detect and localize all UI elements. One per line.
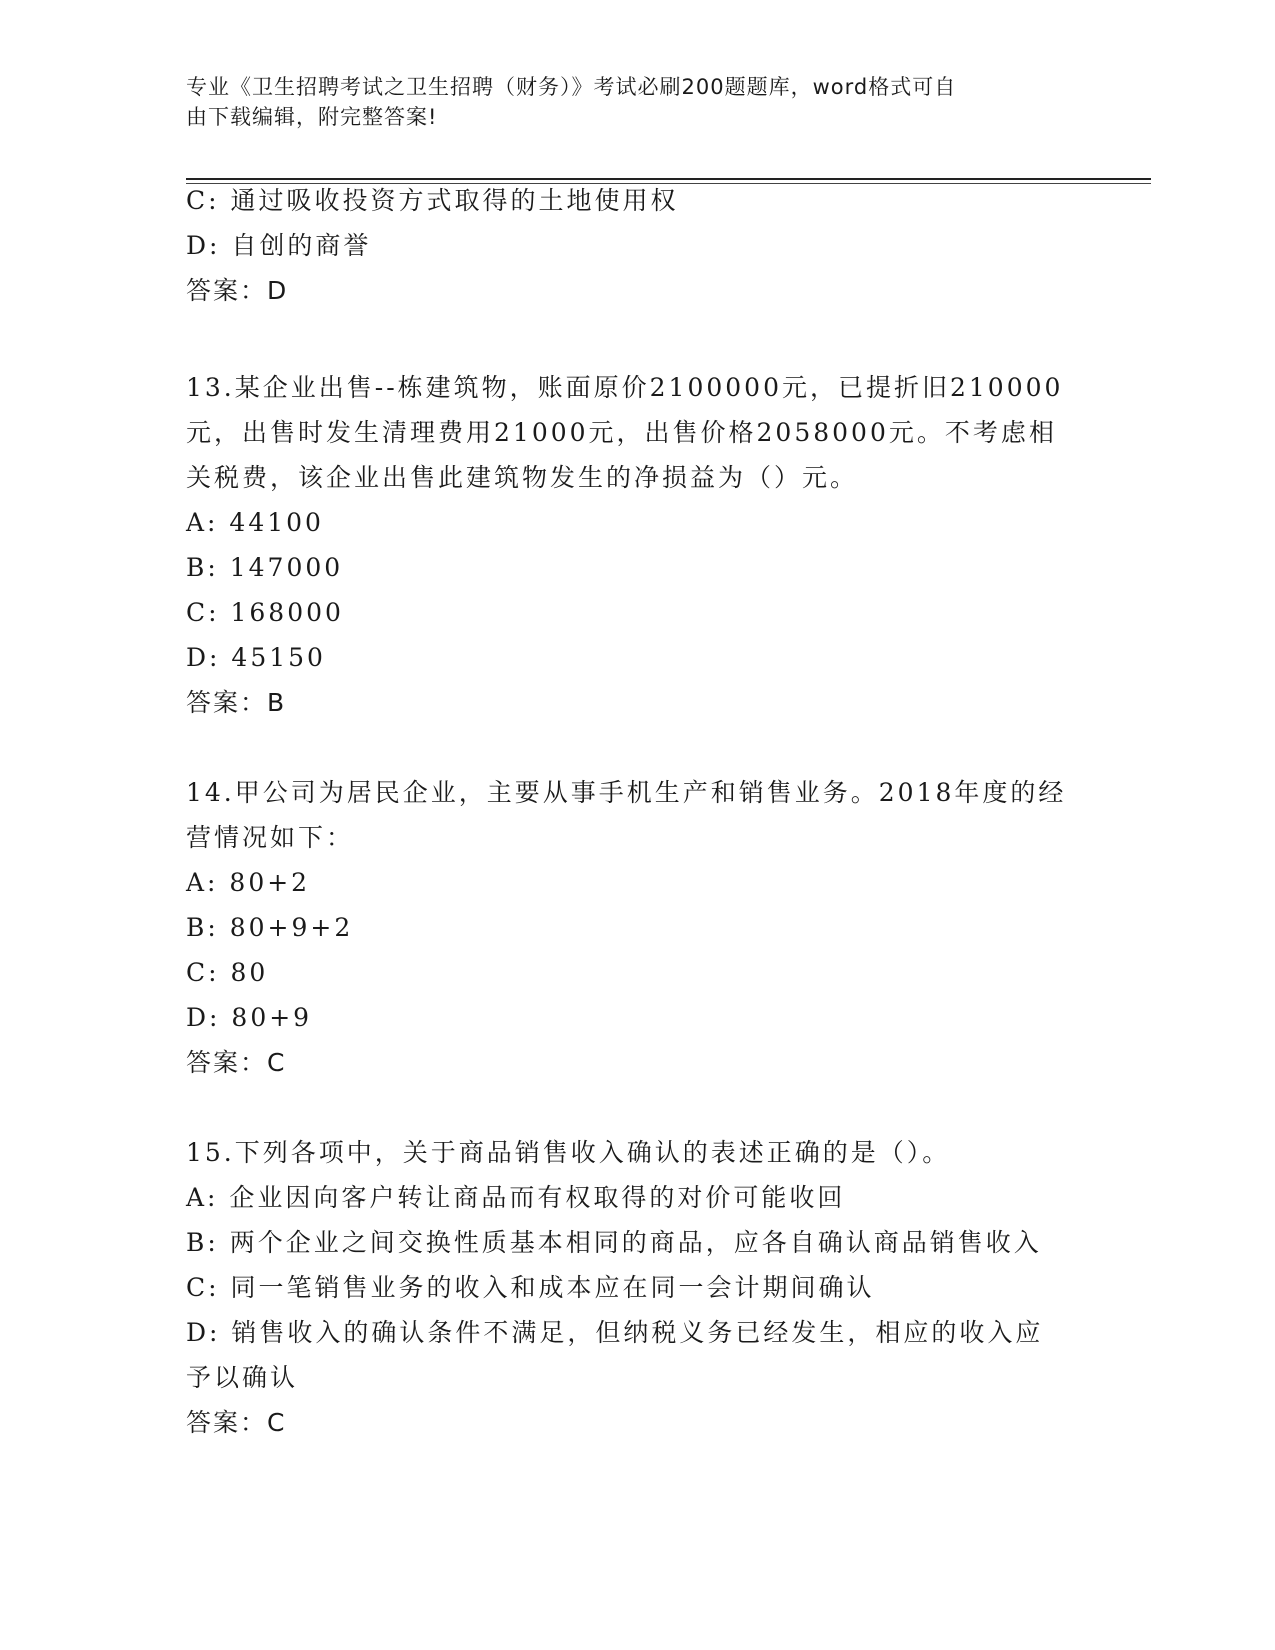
option-c: C: 168000 bbox=[186, 598, 344, 627]
header-line-1: 专业《卫生招聘考试之卫生招聘（财务）》考试必刷200题题库，word格式可自 bbox=[186, 75, 957, 99]
header-rule-thin bbox=[186, 183, 1151, 184]
question-stem-line: 14.甲公司为居民企业，主要从事手机生产和销售业务。2018年度的经 bbox=[186, 778, 1067, 807]
option-c: C: 通过吸收投资方式取得的土地使用权 bbox=[186, 186, 679, 215]
option-d: D: 80+9 bbox=[186, 1003, 313, 1032]
option-d: D: 自创的商誉 bbox=[186, 231, 372, 260]
option-b: B: 两个企业之间交换性质基本相同的商品，应各自确认商品销售收入 bbox=[186, 1228, 1042, 1257]
answer: 答案：C bbox=[186, 1408, 287, 1437]
option-a: A: 企业因向客户转让商品而有权取得的对价可能收回 bbox=[186, 1183, 846, 1212]
option-d-continued: 予以确认 bbox=[186, 1363, 299, 1392]
option-b: B: 147000 bbox=[186, 553, 344, 582]
question-stem-line: 元，出售时发生清理费用21000元，出售价格2058000元。不考虑相 bbox=[186, 418, 1057, 447]
answer: 答案：D bbox=[186, 276, 289, 305]
header-rule-thick bbox=[186, 178, 1151, 180]
option-c: C: 同一笔销售业务的收入和成本应在同一会计期间确认 bbox=[186, 1273, 875, 1302]
option-a: A: 44100 bbox=[186, 508, 324, 537]
answer: 答案：C bbox=[186, 1048, 287, 1077]
answer: 答案：B bbox=[186, 688, 287, 717]
question-stem-line: 13.某企业出售--栋建筑物，账面原价2100000元，已提折旧210000 bbox=[186, 373, 1064, 402]
question-stem-line: 15.下列各项中，关于商品销售收入确认的表述正确的是（）。 bbox=[186, 1138, 951, 1167]
option-d: D: 45150 bbox=[186, 643, 326, 672]
option-b: B: 80+9+2 bbox=[186, 913, 354, 942]
question-stem-line: 关税费，该企业出售此建筑物发生的净损益为（）元。 bbox=[186, 463, 859, 492]
option-c: C: 80 bbox=[186, 958, 269, 987]
question-stem-line: 营情况如下： bbox=[186, 823, 355, 852]
document-header bbox=[186, 72, 1066, 132]
option-a: A: 80+2 bbox=[186, 868, 311, 897]
header-line-2: 由下载编辑，附完整答案! bbox=[186, 105, 438, 129]
option-d: D: 销售收入的确认条件不满足，但纳税义务已经发生，相应的收入应 bbox=[186, 1318, 1044, 1347]
